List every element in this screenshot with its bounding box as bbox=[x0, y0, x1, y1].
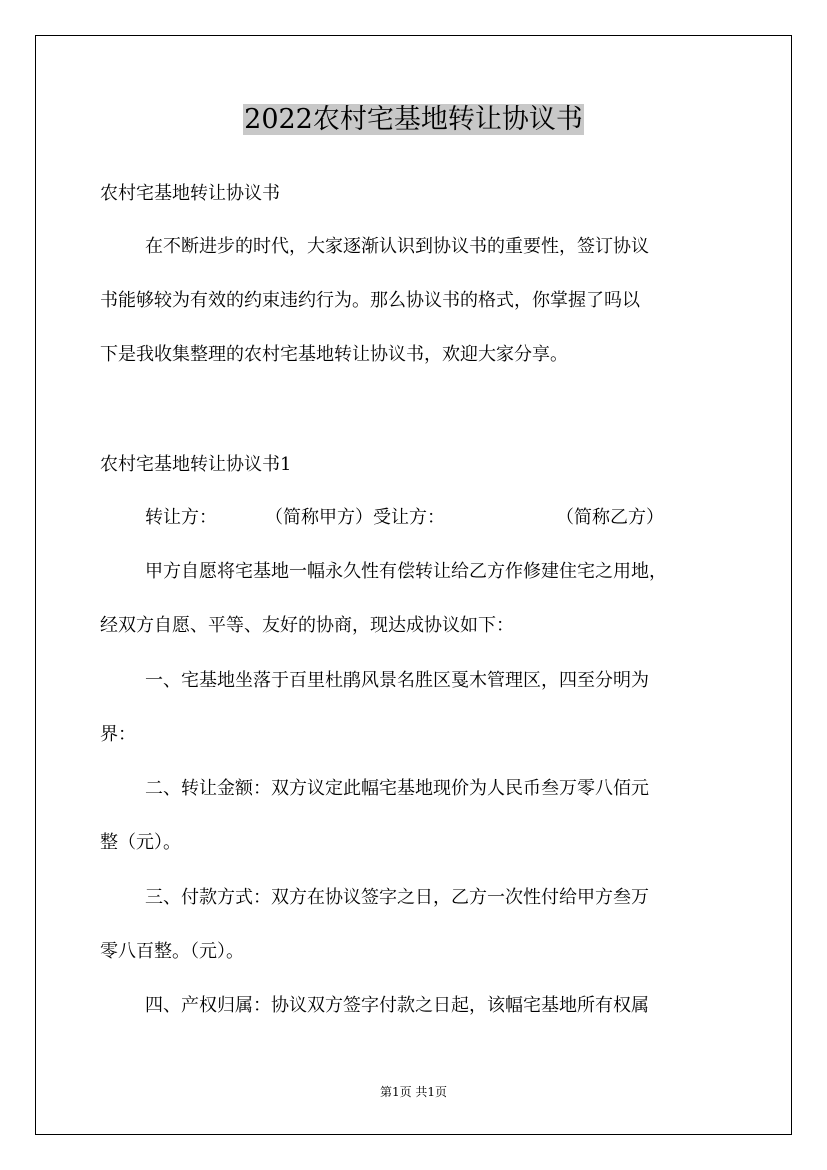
document-title: 2022农村宅基地转让协议书 bbox=[244, 104, 583, 135]
intro-line-3: 下是我收集整理的农村宅基地转让协议书，欢迎大家分享。 bbox=[100, 344, 568, 365]
intro-line-1: 在不断进步的时代，大家逐渐认识到协议书的重要性，签订协议 bbox=[145, 236, 649, 257]
transferee-abbr: （简称乙方） bbox=[556, 507, 664, 528]
body-line-5: 二、转让金额：双方议定此幅宅基地现价为人民币叁万零八佰元 bbox=[145, 778, 649, 799]
body-line-1: 甲方自愿将宅基地一幅永久性有偿转让给乙方作修建住宅之用地， bbox=[145, 561, 667, 582]
section-heading: 农村宅基地转让协议书1 bbox=[100, 454, 292, 475]
body-line-7: 三、付款方式：双方在协议签字之日，乙方一次性付给甲方叁万 bbox=[145, 887, 649, 908]
body-line-3: 一、宅基地坐落于百里杜鹃风景名胜区戛木管理区，四至分明为 bbox=[145, 670, 649, 691]
body-line-2: 经双方自愿、平等、友好的协商，现达成协议如下： bbox=[100, 615, 514, 636]
body-line-9: 四、产权归属：协议双方签字付款之日起，该幅宅基地所有权属 bbox=[145, 995, 649, 1016]
page-footer: 第1页 共1页 bbox=[379, 1085, 448, 1099]
subtitle: 农村宅基地转让协议书 bbox=[100, 183, 280, 204]
body-line-8: 零八百整。（元）。 bbox=[100, 941, 244, 962]
intro-line-2: 书能够较为有效的约束违约行为。那么协议书的格式，你掌握了吗以 bbox=[100, 290, 640, 311]
transferor-label: 转让方： bbox=[145, 507, 217, 528]
body-line-6: 整（元）。 bbox=[100, 832, 181, 853]
transferor-abbr: （简称甲方）受让方： bbox=[265, 507, 445, 528]
body-line-4: 界： bbox=[100, 724, 136, 745]
